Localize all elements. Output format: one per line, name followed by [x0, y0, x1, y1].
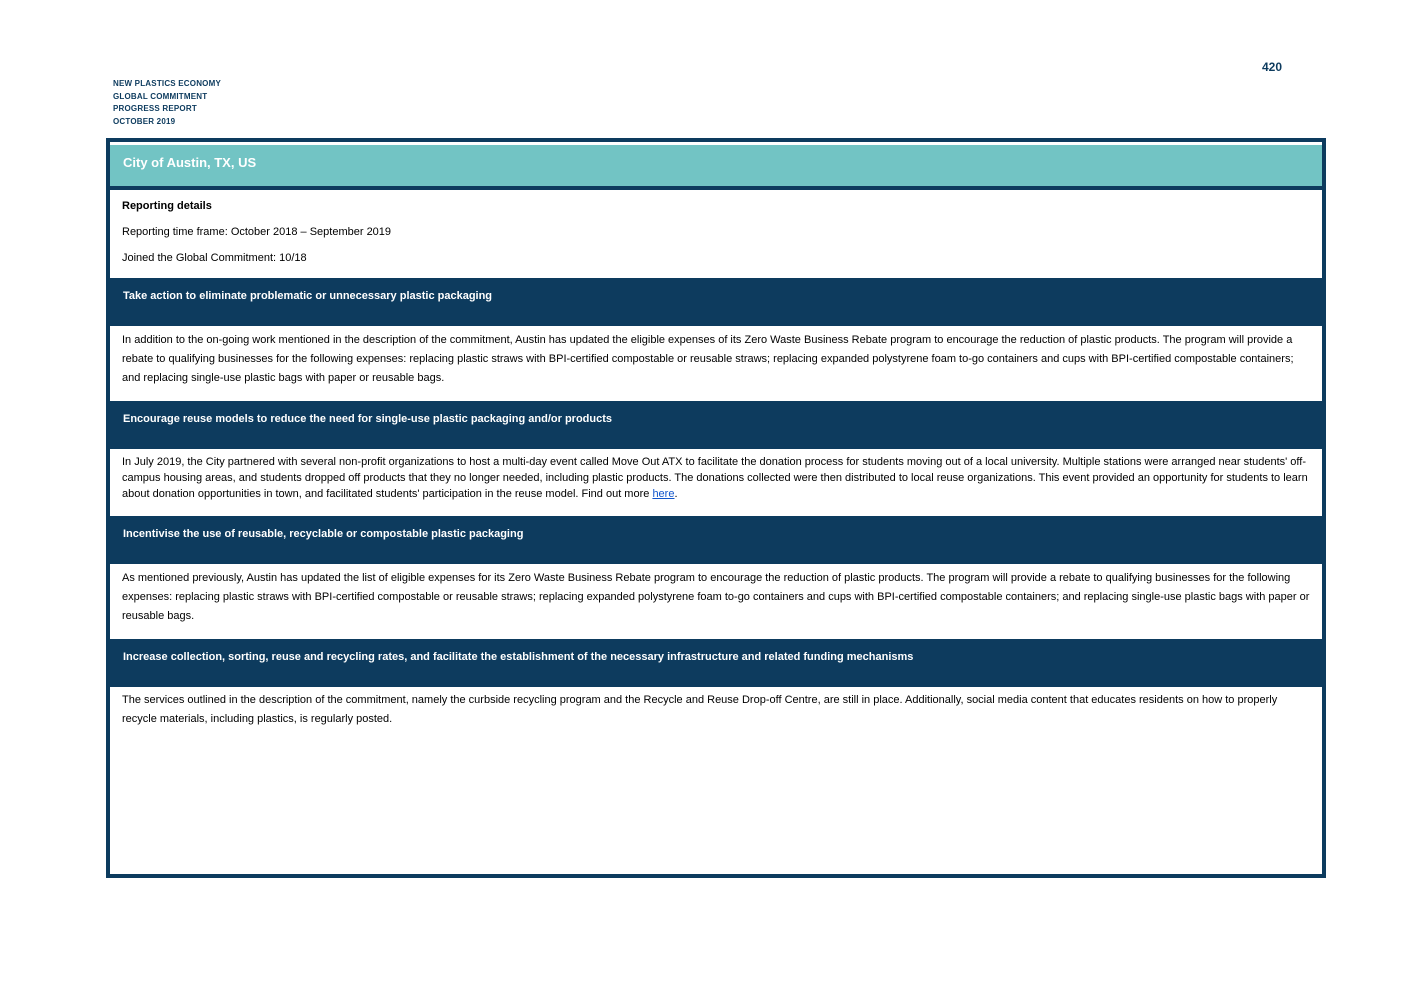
reporting-details-heading: Reporting details [122, 200, 212, 212]
section-body: As mentioned previously, Austin has updated the list of eligible expenses for its Zero Waste Business Rebate program to encourage the reduction of plastic products. The program will provide a rebate to qualifying businesses for the following expenses: replacing plastic straws with BPI-certified compostable or reusable straws; replacing expanded polystyrene foam to-go containers and cups with BPI-certified compostable containers; and replacing single-use plastic bags with paper or reusable bags. [122, 572, 1310, 622]
report-header-line: NEW PLASTICS ECONOMY [113, 79, 222, 88]
report-header-line: PROGRESS REPORT [113, 104, 197, 113]
divider [110, 186, 1322, 190]
report-header-line: OCTOBER 2019 [113, 116, 176, 126]
reporting-time-frame: Reporting time frame: October 2018 – September 2019 [122, 226, 392, 238]
page-number: 420 [1262, 60, 1283, 74]
entity-title: City of Austin, TX, US [110, 145, 1322, 186]
report-header [113, 78, 221, 128]
here-link[interactable]: here [652, 488, 675, 500]
section-body: The services outlined in the description of the commitment, namely the curbside recycling program and the Recycle and Reuse Drop-off Centre, are still in place. Additionally, social media content that educates residents on how to properly recycle materials, including plastics, is regularly posted. [122, 694, 1278, 725]
section-body-text: In July 2019, the City partnered with several non-profit organizations to host a multi-day event called Move Out ATX to facilitate the donation process for students moving out of a local university. Multiple stations were arranged near students' off-campus housing areas, and students dropped off products that they no longer needed, including plastic products. The donations collected were then distributed to local reuse organizations. This event provided an opportunity for students to learn about donation opportunities in town, and facilitated students' participation in the reuse model. Find out more [122, 456, 1308, 500]
section-heading: Take action to eliminate problematic or unnecessary plastic packaging [110, 278, 1322, 326]
section-heading: Incentivise the use of reusable, recyclable or compostable plastic packaging [110, 516, 1322, 564]
section-body-end: . [674, 488, 678, 500]
section-body: In addition to the on-going work mentioned in the description of the commitment, Austin has updated the eligible expenses of its Zero Waste Business Rebate program to encourage the reduction of plastic products. The program will provide a rebate to qualifying businesses for the following expenses: replacing plastic straws with BPI-certified compostable or reusable straws; replacing expanded polystyrene foam to-go containers and cups with BPI-certified compostable containers; and replacing single-use plastic bags with paper or reusable bags. [122, 334, 1294, 384]
report-header-line: GLOBAL COMMITMENT [113, 91, 208, 101]
section-heading: Encourage reuse models to reduce the need for single-use plastic packaging and/or products [110, 401, 1322, 449]
joined-date: Joined the Global Commitment: 10/18 [122, 252, 307, 264]
entity-report-table [106, 138, 1326, 878]
section-heading: Increase collection, sorting, reuse and recycling rates, and facilitate the establishment of the necessary infrastructure and related funding mechanisms [110, 639, 1322, 687]
reporting-details [110, 193, 1322, 278]
section-body [110, 454, 1322, 516]
